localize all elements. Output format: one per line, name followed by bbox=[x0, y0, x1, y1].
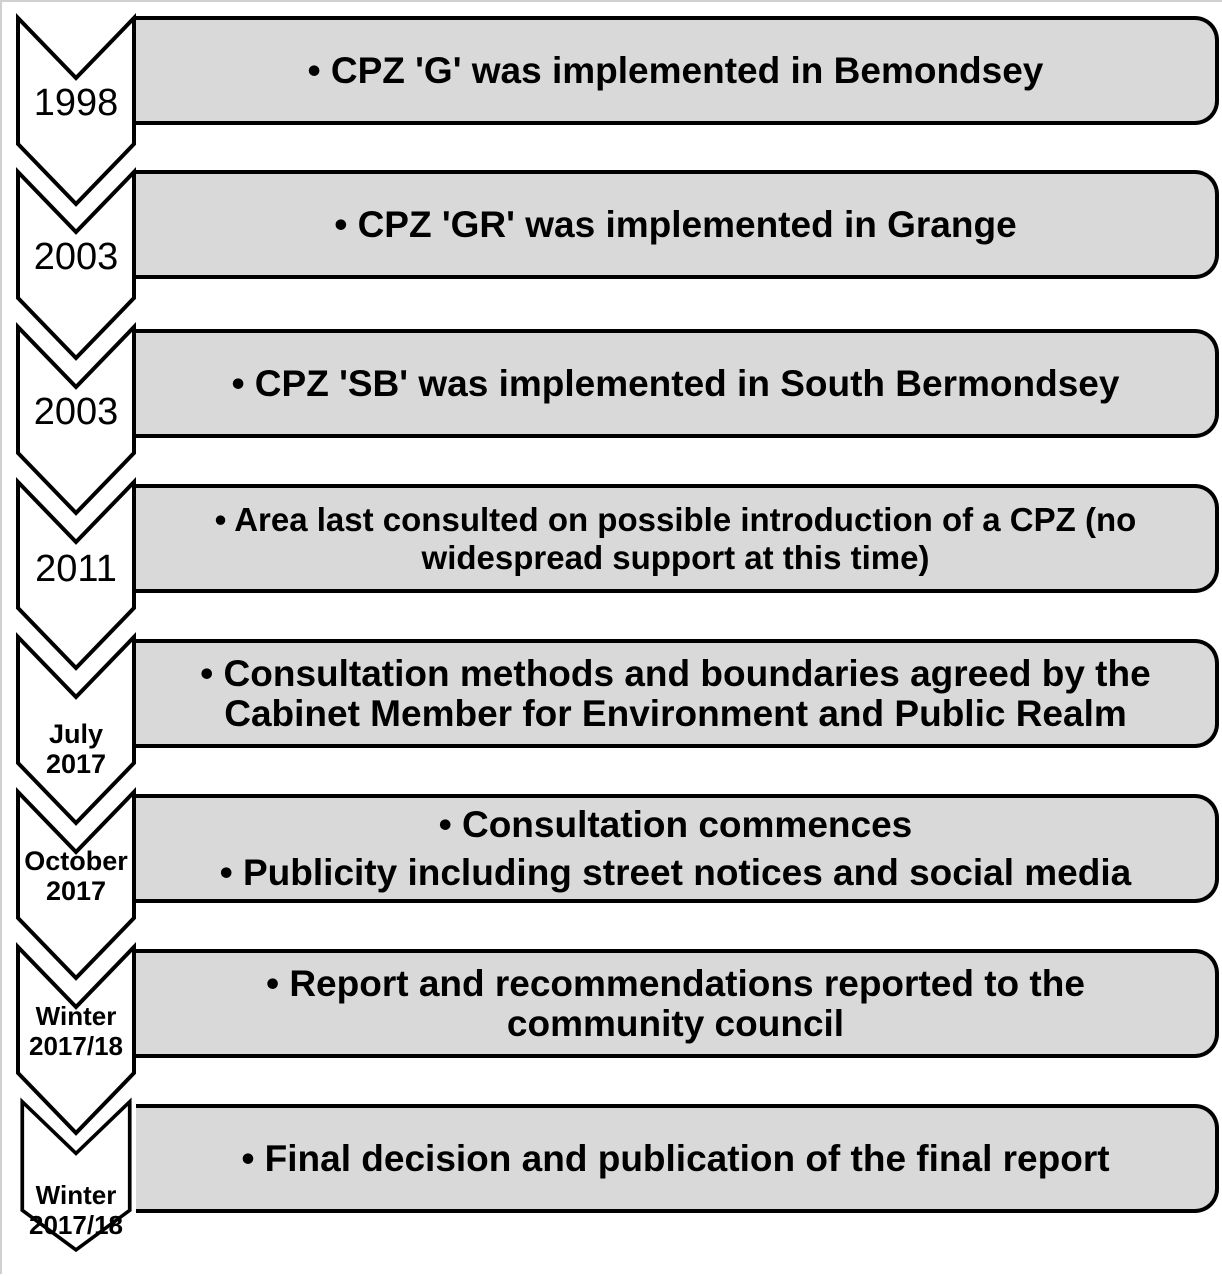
event-text: • CPZ 'SB' was implemented in South Bermondsey bbox=[231, 362, 1120, 404]
year-label: Winter 2017/18 bbox=[29, 1001, 123, 1061]
event-box bbox=[136, 484, 1219, 593]
event-box bbox=[136, 16, 1219, 125]
year-label: Winter 2017/18 bbox=[29, 1180, 123, 1240]
event-text: • Report and recommendations reported to the community council bbox=[266, 962, 1085, 1044]
event-box bbox=[136, 639, 1219, 748]
year-label: 2003 bbox=[33, 391, 119, 433]
event-box bbox=[136, 794, 1219, 903]
event-text: • Final decision and publication of the final report bbox=[241, 1137, 1110, 1179]
year-label: October 2017 bbox=[24, 846, 128, 906]
year-label: 2011 bbox=[35, 548, 117, 590]
event-box bbox=[136, 949, 1219, 1058]
year-label: July 2017 bbox=[45, 719, 107, 779]
event-text: • CPZ 'G' was implemented in Bemondsey bbox=[307, 49, 1044, 91]
event-text: • Consultation methods and boundaries agreed by the Cabinet Member for Environment and Public Realm bbox=[200, 652, 1151, 734]
year-label: 2003 bbox=[33, 236, 119, 278]
event-box bbox=[136, 1104, 1219, 1213]
event-box bbox=[136, 329, 1219, 438]
event-text: • CPZ 'GR' was implemented in Grange bbox=[334, 203, 1017, 245]
year-label: 1998 bbox=[33, 82, 119, 124]
event-text: • Area last consulted on possible introduction of a CPZ (no widespread support at this time) bbox=[214, 500, 1137, 576]
event-box bbox=[136, 170, 1219, 279]
event-text: • Publicity including street notices and social media bbox=[219, 851, 1132, 893]
event-text: • Consultation commences bbox=[438, 803, 913, 845]
